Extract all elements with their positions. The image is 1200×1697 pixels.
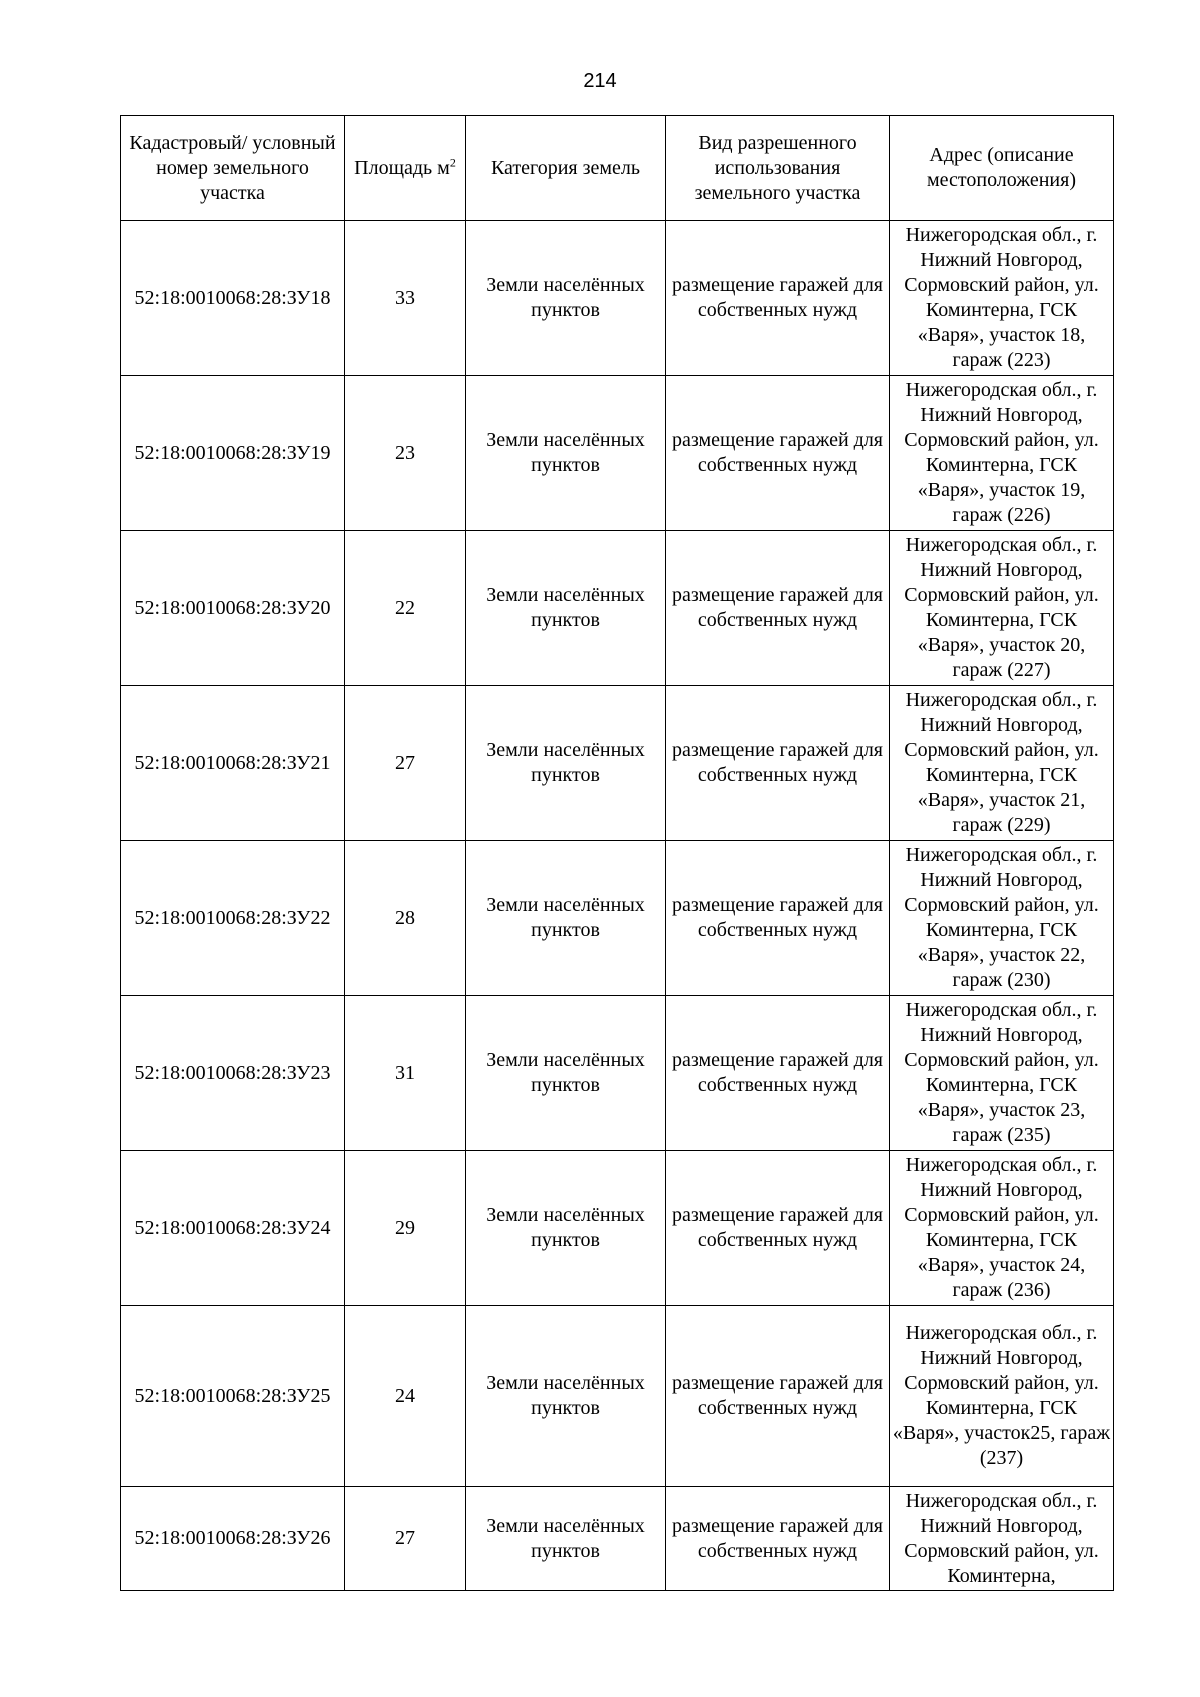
table-row <box>121 531 1114 686</box>
cell-address: Нижегородская обл., г. Нижний Новгород, Сормовский район, ул. Коминтерна, ГСК «Варя», участок 19, гараж (226) <box>890 376 1114 531</box>
cell-permitted-use: размещение гаражей для собственных нужд <box>666 1487 890 1591</box>
cell-permitted-use: размещение гаражей для собственных нужд <box>666 996 890 1151</box>
cell-land-category: Земли населённых пунктов <box>466 221 666 376</box>
table-row <box>121 221 1114 376</box>
cell-permitted-use: размещение гаражей для собственных нужд <box>666 531 890 686</box>
cell-address: Нижегородская обл., г. Нижний Новгород, Сормовский район, ул. Коминтерна, ГСК «Варя», участок 20, гараж (227) <box>890 531 1114 686</box>
cell-land-category: Земли населённых пунктов <box>466 686 666 841</box>
cell-cadastral-number: 52:18:0010068:28:ЗУ23 <box>121 996 345 1151</box>
table-row <box>121 1487 1114 1591</box>
cell-land-category: Земли населённых пунктов <box>466 1151 666 1306</box>
table-row <box>121 686 1114 841</box>
table-header-row <box>121 116 1114 221</box>
header-area-label: Площадь м <box>354 156 450 179</box>
header-permitted-use: Вид разрешенного использования земельного участка <box>666 116 890 221</box>
cell-area: 28 <box>345 841 466 996</box>
cell-permitted-use: размещение гаражей для собственных нужд <box>666 1151 890 1306</box>
cell-address: Нижегородская обл., г. Нижний Новгород, Сормовский район, ул. Коминтерна, <box>890 1487 1114 1591</box>
cell-area: 29 <box>345 1151 466 1306</box>
cell-permitted-use: размещение гаражей для собственных нужд <box>666 841 890 996</box>
page-number: 214 <box>583 70 617 92</box>
cell-area: 22 <box>345 531 466 686</box>
cell-area: 33 <box>345 221 466 376</box>
cell-cadastral-number: 52:18:0010068:28:ЗУ19 <box>121 376 345 531</box>
cell-land-category: Земли населённых пунктов <box>466 531 666 686</box>
cell-area: 31 <box>345 996 466 1151</box>
cell-address: Нижегородская обл., г. Нижний Новгород, Сормовский район, ул. Коминтерна, ГСК «Варя», участок 23, гараж (235) <box>890 996 1114 1151</box>
land-plots-table <box>120 115 1114 1591</box>
cell-cadastral-number: 52:18:0010068:28:ЗУ21 <box>121 686 345 841</box>
cell-area: 23 <box>345 376 466 531</box>
header-area-superscript: 2 <box>449 154 456 169</box>
cell-address: Нижегородская обл., г. Нижний Новгород, Сормовский район, ул. Коминтерна, ГСК «Варя», участок 21, гараж (229) <box>890 686 1114 841</box>
cell-permitted-use: размещение гаражей для собственных нужд <box>666 686 890 841</box>
cell-cadastral-number: 52:18:0010068:28:ЗУ25 <box>121 1306 345 1487</box>
cell-address: Нижегородская обл., г. Нижний Новгород, Сормовский район, ул. Коминтерна, ГСК «Варя», участок 22, гараж (230) <box>890 841 1114 996</box>
cell-cadastral-number: 52:18:0010068:28:ЗУ22 <box>121 841 345 996</box>
cell-area: 27 <box>345 686 466 841</box>
header-address: Адрес (описание местоположения) <box>890 116 1114 221</box>
table-row <box>121 1306 1114 1487</box>
header-area <box>345 116 466 221</box>
cell-land-category: Земли населённых пунктов <box>466 1306 666 1487</box>
cell-land-category: Земли населённых пунктов <box>466 996 666 1151</box>
cell-address: Нижегородская обл., г. Нижний Новгород, Сормовский район, ул. Коминтерна, ГСК «Варя», участок25, гараж (237) <box>890 1306 1114 1487</box>
cell-address: Нижегородская обл., г. Нижний Новгород, Сормовский район, ул. Коминтерна, ГСК «Варя», участок 18, гараж (223) <box>890 221 1114 376</box>
cell-area: 27 <box>345 1487 466 1591</box>
table-row <box>121 996 1114 1151</box>
cell-land-category: Земли населённых пунктов <box>466 1487 666 1591</box>
cell-cadastral-number: 52:18:0010068:28:ЗУ24 <box>121 1151 345 1306</box>
cell-permitted-use: размещение гаражей для собственных нужд <box>666 376 890 531</box>
table-row <box>121 376 1114 531</box>
header-land-category: Категория земель <box>466 116 666 221</box>
cell-permitted-use: размещение гаражей для собственных нужд <box>666 221 890 376</box>
table-row <box>121 1151 1114 1306</box>
cell-land-category: Земли населённых пунктов <box>466 376 666 531</box>
cell-area: 24 <box>345 1306 466 1487</box>
cell-cadastral-number: 52:18:0010068:28:ЗУ18 <box>121 221 345 376</box>
cell-land-category: Земли населённых пунктов <box>466 841 666 996</box>
cell-cadastral-number: 52:18:0010068:28:ЗУ20 <box>121 531 345 686</box>
cell-address: Нижегородская обл., г. Нижний Новгород, Сормовский район, ул. Коминтерна, ГСК «Варя», участок 24, гараж (236) <box>890 1151 1114 1306</box>
cell-permitted-use: размещение гаражей для собственных нужд <box>666 1306 890 1487</box>
cell-cadastral-number: 52:18:0010068:28:ЗУ26 <box>121 1487 345 1591</box>
header-cadastral-number: Кадастровый/ условный номер земельного участка <box>121 116 345 221</box>
table-row <box>121 841 1114 996</box>
